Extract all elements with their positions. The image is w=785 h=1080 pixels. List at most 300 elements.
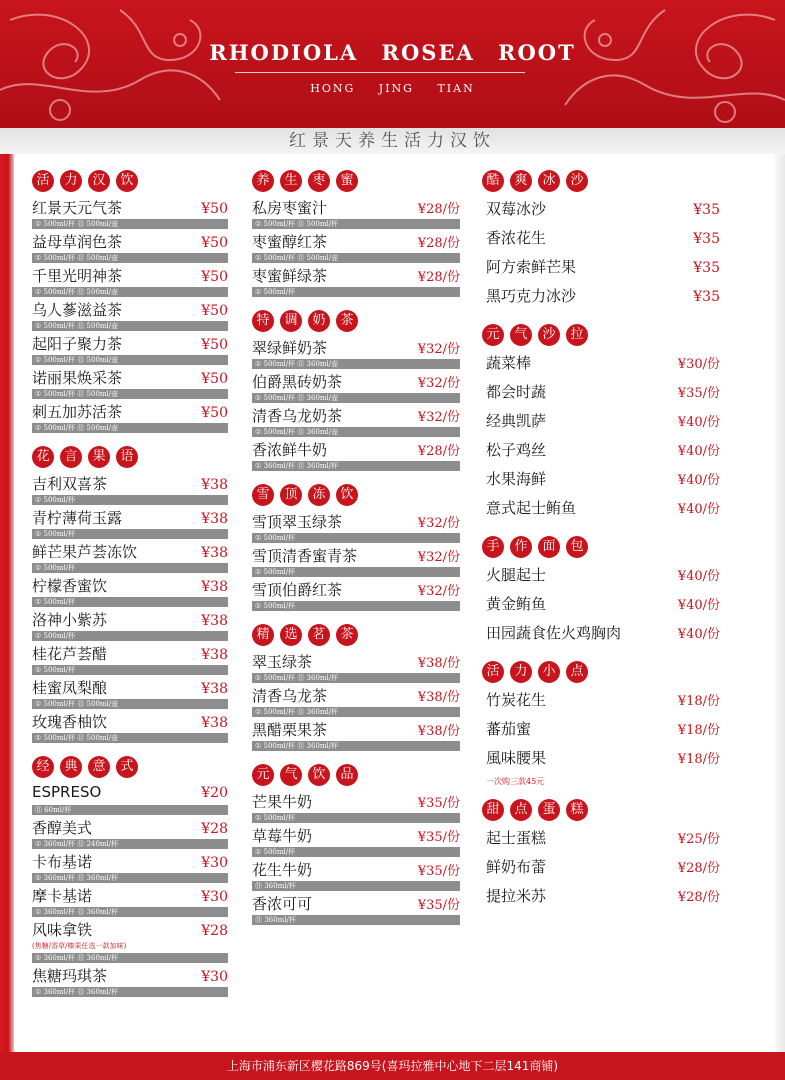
menu-item-size-bar: ① 360ml/杯 ⑪ 240ml/杯	[32, 839, 228, 849]
menu-item	[482, 747, 720, 774]
menu-item-price: ¥35/份	[417, 830, 460, 845]
menu-item-size-bar: ① 500ml/杯	[252, 287, 460, 297]
menu-item-price: ¥38	[201, 681, 228, 697]
menu-item-row	[482, 564, 720, 591]
menu-item-price: ¥40/份	[677, 598, 720, 613]
menu-item-row	[482, 439, 720, 466]
menu-item-row	[32, 851, 228, 873]
menu-item-row	[252, 825, 460, 847]
menu-item	[482, 439, 720, 466]
menu-item-size-bar: ① 500ml/杯	[252, 847, 460, 857]
menu-item-size-bar: ① 500ml/杯	[32, 495, 228, 505]
menu-item-row	[482, 256, 720, 283]
menu-item-row	[482, 718, 720, 745]
menu-item-price: ¥38	[201, 647, 228, 663]
section-heading-char: 果	[88, 446, 110, 468]
menu-item	[482, 227, 720, 254]
menu-item	[482, 593, 720, 620]
menu-item	[482, 285, 720, 312]
section-heading-char: 养	[252, 170, 274, 192]
menu-item-name: 香浓可可	[252, 895, 313, 913]
section-heading-char: 茶	[336, 310, 358, 332]
section-note: 一次购三款45元	[486, 777, 545, 786]
menu-column-2	[252, 170, 460, 938]
menu-item-size-bar: ① 500ml/杯	[32, 665, 228, 675]
menu-item-name: 阿方索鲜芒果	[486, 258, 577, 276]
menu-item-price: ¥28/份	[417, 444, 460, 459]
menu-item	[32, 541, 228, 573]
menu-item	[32, 367, 228, 399]
menu-item	[32, 965, 228, 997]
menu-item-name: 吉利双喜茶	[32, 475, 108, 493]
menu-item-name: 水果海鲜	[486, 470, 547, 488]
menu-item-name: 蔬菜棒	[486, 354, 532, 372]
menu-item-row	[32, 965, 228, 987]
menu-item-price: ¥35	[693, 260, 720, 276]
menu-item-size-bar: ① 500ml/杯 ⑪ 500ml/壶	[32, 321, 228, 331]
menu-item-price: ¥30	[201, 889, 228, 905]
menu-item-price: ¥40/份	[677, 569, 720, 584]
menu-item-size-bar: ① 500ml/杯	[32, 529, 228, 539]
menu-section	[252, 484, 460, 611]
menu-item-size-bar: ① 500ml/杯	[252, 567, 460, 577]
menu-item-name: 起士蛋糕	[486, 829, 547, 847]
section-heading-char: 面	[538, 536, 560, 558]
section-heading-char: 糕	[566, 799, 588, 821]
menu-item-name: 香浓鲜牛奶	[252, 441, 328, 459]
menu-item-row	[252, 791, 460, 813]
menu-column-1	[32, 170, 228, 1010]
menu-item-name: 松子鸡丝	[486, 441, 547, 459]
menu-item-row	[482, 381, 720, 408]
menu-item-price: ¥38/份	[417, 724, 460, 739]
menu-item	[252, 893, 460, 925]
menu-item-row	[252, 651, 460, 673]
menu-item	[32, 919, 228, 963]
menu-section	[482, 661, 720, 787]
menu-item	[482, 689, 720, 716]
menu-item-size-bar: ① 500ml/杯 ⑪ 500ml/壶	[32, 733, 228, 743]
menu-item-price: ¥32/份	[417, 550, 460, 565]
menu-item	[252, 685, 460, 717]
menu-item-size-bar: ① 500ml/杯	[32, 597, 228, 607]
menu-item	[32, 265, 228, 297]
menu-item	[482, 468, 720, 495]
menu-item-name: 火腿起士	[486, 566, 547, 584]
menu-item	[252, 825, 460, 857]
menu-item-size-bar: ① 500ml/杯	[252, 813, 460, 823]
menu-item-size-bar: ① 500ml/杯 ⑪ 360ml/杯	[252, 673, 460, 683]
section-heading-char: 特	[252, 310, 274, 332]
section-heading-char: 选	[280, 624, 302, 646]
menu-item-row	[482, 689, 720, 716]
menu-item-price: ¥50	[201, 303, 228, 319]
menu-item	[252, 651, 460, 683]
menu-item-row	[32, 817, 228, 839]
menu-item-price: ¥38	[201, 613, 228, 629]
menu-item-price: ¥38	[201, 715, 228, 731]
menu-item	[482, 410, 720, 437]
menu-item-price: ¥18/份	[677, 723, 720, 738]
menu-item-row	[32, 507, 228, 529]
menu-section	[252, 624, 460, 751]
section-heading-char: 沙	[538, 324, 560, 346]
menu-item-name: 黄金鲔鱼	[486, 595, 547, 613]
menu-item	[482, 198, 720, 225]
menu-item-name: 桂花芦荟醋	[32, 645, 108, 663]
section-heading	[482, 799, 720, 821]
menu-item-price: ¥35/份	[417, 898, 460, 913]
menu-item	[32, 401, 228, 433]
menu-item-name: 草莓牛奶	[252, 827, 313, 845]
section-heading	[482, 170, 720, 192]
menu-item-name: 风味拿铁	[32, 921, 93, 939]
menu-item-name: 玫瑰香柚饮	[32, 713, 108, 731]
menu-item	[32, 507, 228, 539]
menu-item-row	[482, 352, 720, 379]
section-heading-char: 小	[538, 661, 560, 683]
section-heading	[252, 170, 460, 192]
menu-item-price: ¥50	[201, 235, 228, 251]
section-heading-char: 语	[116, 446, 138, 468]
menu-item-size-bar: ① 500ml/杯	[252, 601, 460, 611]
menu-item-price: ¥32/份	[417, 376, 460, 391]
section-heading-char: 精	[252, 624, 274, 646]
menu-item-name: 香浓花生	[486, 229, 547, 247]
menu-item-price: ¥35/份	[417, 864, 460, 879]
menu-item-row	[482, 285, 720, 312]
header-banner	[0, 0, 785, 128]
menu-item	[482, 497, 720, 524]
section-heading	[482, 324, 720, 346]
section-heading-char: 汉	[88, 170, 110, 192]
menu-item-name: 翠玉绿茶	[252, 653, 313, 671]
menu-item-note: (焦糖/香草/榛果任选一款加味)	[32, 942, 127, 950]
section-heading-char: 作	[510, 536, 532, 558]
menu-item-price: ¥32/份	[417, 584, 460, 599]
menu-item-price: ¥35	[693, 202, 720, 218]
left-red-rim	[0, 154, 14, 1052]
section-heading-char: 顶	[280, 484, 302, 506]
section-heading-char: 气	[510, 324, 532, 346]
menu-item	[252, 859, 460, 891]
menu-item-size-bar: ① 360ml/杯 ⑪ 360ml/杯	[32, 953, 228, 963]
menu-item	[482, 564, 720, 591]
menu-item-name: 私房枣蜜汁	[252, 199, 328, 217]
section-heading-char: 点	[510, 799, 532, 821]
menu-item	[252, 265, 460, 297]
section-heading	[252, 484, 460, 506]
menu-item	[32, 299, 228, 331]
menu-item-row	[32, 919, 228, 941]
menu-item-price: ¥35	[693, 289, 720, 305]
menu-item-name: 摩卡基诺	[32, 887, 93, 905]
menu-item-price: ¥50	[201, 201, 228, 217]
menu-item-row	[32, 885, 228, 907]
menu-item-name: 翠绿鲜奶茶	[252, 339, 328, 357]
menu-item-row	[32, 473, 228, 495]
menu-item	[32, 783, 228, 815]
menu-item-name: ESPRESO	[32, 783, 102, 801]
section-heading-char: 生	[280, 170, 302, 192]
menu-item-name: 都会时蔬	[486, 383, 547, 401]
section-heading-char: 雪	[252, 484, 274, 506]
menu-item	[32, 609, 228, 641]
menu-item-name: 枣蜜鲜绿茶	[252, 267, 328, 285]
menu-item-price: ¥38/份	[417, 656, 460, 671]
menu-item-row	[32, 711, 228, 733]
menu-item-name: 柠檬香蜜饮	[32, 577, 108, 595]
menu-item-name: 桂蜜凤梨酿	[32, 679, 108, 697]
section-heading-char: 饮	[336, 484, 358, 506]
menu-item-name: 益母草润色茶	[32, 233, 123, 251]
menu-item	[32, 333, 228, 365]
menu-item-name: 鲜奶布蕾	[486, 858, 547, 876]
section-heading-char: 拉	[566, 324, 588, 346]
menu-item-name: 红景天元气茶	[32, 199, 123, 217]
section-heading	[482, 536, 720, 558]
menu-item-row	[32, 677, 228, 699]
menu-item-price: ¥28	[201, 923, 228, 939]
menu-item	[482, 622, 720, 649]
menu-item	[252, 337, 460, 369]
section-heading-char: 活	[482, 661, 504, 683]
menu-item-row	[32, 299, 228, 321]
menu-item-price: ¥38/份	[417, 690, 460, 705]
menu-item-row	[482, 593, 720, 620]
menu-item	[32, 851, 228, 883]
menu-item-size-bar: ⑪ 360ml/杯	[252, 915, 460, 925]
menu-item-row	[32, 609, 228, 631]
section-heading-char: 蛋	[538, 799, 560, 821]
menu-item	[252, 231, 460, 263]
section-heading-char: 沙	[566, 170, 588, 192]
menu-item-price: ¥25/份	[677, 832, 720, 847]
section-heading-char: 酷	[482, 170, 504, 192]
menu-item	[482, 352, 720, 379]
menu-item-row	[252, 371, 460, 393]
menu-item-row	[32, 401, 228, 423]
menu-item-row	[252, 231, 460, 253]
menu-item-price: ¥40/份	[677, 444, 720, 459]
section-heading	[32, 446, 228, 468]
menu-item-row	[482, 410, 720, 437]
menu-item-price: ¥30/份	[677, 357, 720, 372]
menu-item-price: ¥30	[201, 855, 228, 871]
menu-item-price: ¥28/份	[417, 270, 460, 285]
menu-item-row	[32, 231, 228, 253]
menu-item-row	[32, 575, 228, 597]
menu-item	[482, 381, 720, 408]
menu-item-row	[482, 827, 720, 854]
menu-item	[482, 827, 720, 854]
menu-item-row	[482, 227, 720, 254]
menu-item-name: 花生牛奶	[252, 861, 313, 879]
menu-item-name: 雪顶清香蜜青茶	[252, 547, 358, 565]
menu-item-price: ¥40/份	[677, 502, 720, 517]
menu-item-price: ¥18/份	[677, 752, 720, 767]
menu-item-name: 蕃茄蜜	[486, 720, 532, 738]
menu-item	[32, 575, 228, 607]
menu-item-size-bar: ① 500ml/杯	[32, 563, 228, 573]
menu-item-price: ¥50	[201, 371, 228, 387]
menu-item-name: 洛神小紫苏	[32, 611, 108, 629]
menu-item	[32, 711, 228, 743]
menu-item-row	[482, 198, 720, 225]
menu-item	[32, 473, 228, 505]
section-heading-char: 手	[482, 536, 504, 558]
menu-item	[32, 231, 228, 263]
menu-item-row	[252, 719, 460, 741]
menu-item-row	[252, 893, 460, 915]
menu-item-row	[252, 859, 460, 881]
menu-item-row	[252, 265, 460, 287]
menu-item-row	[482, 856, 720, 883]
section-heading-char: 品	[336, 764, 358, 786]
menu-item	[252, 545, 460, 577]
menu-item-price: ¥28/份	[417, 202, 460, 217]
menu-item-name: 意式起士鲔鱼	[486, 499, 577, 517]
menu-item-size-bar: ① 360ml/杯 ⑪ 360ml/杯	[32, 873, 228, 883]
right-rim	[775, 154, 785, 1052]
menu-item-row	[32, 643, 228, 665]
section-heading	[32, 170, 228, 192]
menu-column-3	[482, 170, 720, 924]
menu-item	[252, 197, 460, 229]
section-heading	[252, 310, 460, 332]
menu-item	[252, 511, 460, 543]
menu-item	[32, 885, 228, 917]
menu-section	[32, 446, 228, 743]
menu-item-row	[252, 579, 460, 601]
menu-item-size-bar: ① 500ml/杯 ⑪ 360ml/壶	[252, 359, 460, 369]
menu-item-name: 起阳子聚力茶	[32, 335, 123, 353]
menu-item-size-bar: ⑪ 60ml/杯	[32, 805, 228, 815]
menu-item-name: 雪顶翠玉绿茶	[252, 513, 343, 531]
menu-item	[252, 579, 460, 611]
section-heading-char: 饮	[116, 170, 138, 192]
section-heading-char: 甜	[482, 799, 504, 821]
menu-item-size-bar: ① 500ml/杯 ⑪ 500ml/壶	[32, 253, 228, 263]
menu-item-price: ¥18/份	[677, 694, 720, 709]
menu-item-size-bar: ① 360ml/杯 ⑪ 360ml/杯	[252, 461, 460, 471]
menu-item-size-bar: ① 360ml/杯 ⑪ 360ml/杯	[32, 907, 228, 917]
menu-item-price: ¥40/份	[677, 473, 720, 488]
menu-item-row	[252, 197, 460, 219]
menu-item-name: 千里光明神茶	[32, 267, 123, 285]
menu-item-row	[252, 405, 460, 427]
section-heading-char: 饮	[308, 764, 330, 786]
menu-item-size-bar: ① 500ml/杯 ⑪ 500ml/壶	[32, 423, 228, 433]
menu-item	[32, 677, 228, 709]
section-heading-char: 奶	[308, 310, 330, 332]
menu-item-size-bar: ① 500ml/杯 ⑪ 500ml/壶	[252, 253, 460, 263]
section-heading-char: 力	[510, 661, 532, 683]
section-heading-char: 点	[566, 661, 588, 683]
menu-item-row	[252, 685, 460, 707]
menu-item	[252, 371, 460, 403]
menu-item-price: ¥38	[201, 579, 228, 595]
section-heading-char: 活	[32, 170, 54, 192]
menu-item-price: ¥50	[201, 269, 228, 285]
menu-item-row	[482, 622, 720, 649]
menu-item	[252, 439, 460, 471]
menu-item-size-bar: ① 360ml/杯 ⑪ 360ml/杯	[32, 987, 228, 997]
menu-item-size-bar: ① 500ml/杯 ⑪ 500ml/杯	[252, 219, 460, 229]
menu-item-price: ¥40/份	[677, 415, 720, 430]
menu-item-size-bar: ① 500ml/杯 ⑪ 360ml/壶	[252, 427, 460, 437]
section-heading-char: 花	[32, 446, 54, 468]
section-heading-char: 力	[60, 170, 82, 192]
menu-item-row	[252, 545, 460, 567]
menu-item	[482, 256, 720, 283]
menu-item-row	[252, 337, 460, 359]
menu-item-row	[252, 439, 460, 461]
menu-item-name: 伯爵黑砖奶茶	[252, 373, 343, 391]
section-heading-char: 茗	[308, 624, 330, 646]
menu-item-row	[32, 783, 228, 805]
menu-item-name: 田园蔬食佐火鸡胸肉	[486, 624, 622, 642]
section-heading-char: 气	[280, 764, 302, 786]
section-heading-char: 调	[280, 310, 302, 332]
section-heading-char: 经	[32, 756, 54, 778]
menu-item-size-bar: ① 500ml/杯 ⑪ 360ml/杯	[252, 741, 460, 751]
menu-item	[482, 718, 720, 745]
section-heading-char: 爽	[510, 170, 532, 192]
menu-item	[482, 856, 720, 883]
menu-item-row	[482, 497, 720, 524]
menu-item-price: ¥32/份	[417, 410, 460, 425]
section-heading-char: 蜜	[336, 170, 358, 192]
menu-title: 红景天养生活力汉饮	[289, 131, 496, 151]
brand-title: RHODIOLA ROSEA ROOT	[209, 40, 576, 65]
menu-item-size-bar: ① 500ml/杯	[252, 533, 460, 543]
menu-item-price: ¥35/份	[417, 796, 460, 811]
title-divider	[235, 72, 525, 73]
menu-item-row	[482, 747, 720, 774]
menu-item	[252, 719, 460, 751]
menu-item-row	[32, 367, 228, 389]
menu-item-price: ¥30	[201, 969, 228, 985]
menu-item-price: ¥35	[693, 231, 720, 247]
menu-section	[482, 170, 720, 312]
menu-item-name: 青柠薄荷玉露	[32, 509, 123, 527]
menu-item	[252, 791, 460, 823]
menu-item	[482, 885, 720, 912]
menu-item-size-bar: ① 500ml/杯 ⑪ 500ml/壶	[32, 355, 228, 365]
menu-section	[252, 170, 460, 297]
menu-item-row	[252, 511, 460, 533]
menu-item-name: 芒果牛奶	[252, 793, 313, 811]
menu-item-row	[32, 197, 228, 219]
menu-item-row	[32, 541, 228, 563]
brand-subtitle: HONG JING TIAN	[310, 82, 475, 95]
menu-item	[252, 405, 460, 437]
menu-item-price: ¥32/份	[417, 516, 460, 531]
menu-item-name: 竹炭花生	[486, 691, 547, 709]
menu-item-name: 卡布基诺	[32, 853, 93, 871]
menu-item-name: 诺丽果焕采茶	[32, 369, 123, 387]
section-heading-char: 包	[566, 536, 588, 558]
menu-item-price: ¥38	[201, 477, 228, 493]
section-heading-char: 冻	[308, 484, 330, 506]
menu-section	[482, 799, 720, 912]
menu-item-size-bar: ① 500ml/杯 ⑪ 500ml/壶	[32, 219, 228, 229]
menu-item-price: ¥28/份	[417, 236, 460, 251]
section-heading-char: 言	[60, 446, 82, 468]
menu-item-price: ¥40/份	[677, 627, 720, 642]
menu-item-row	[32, 265, 228, 287]
